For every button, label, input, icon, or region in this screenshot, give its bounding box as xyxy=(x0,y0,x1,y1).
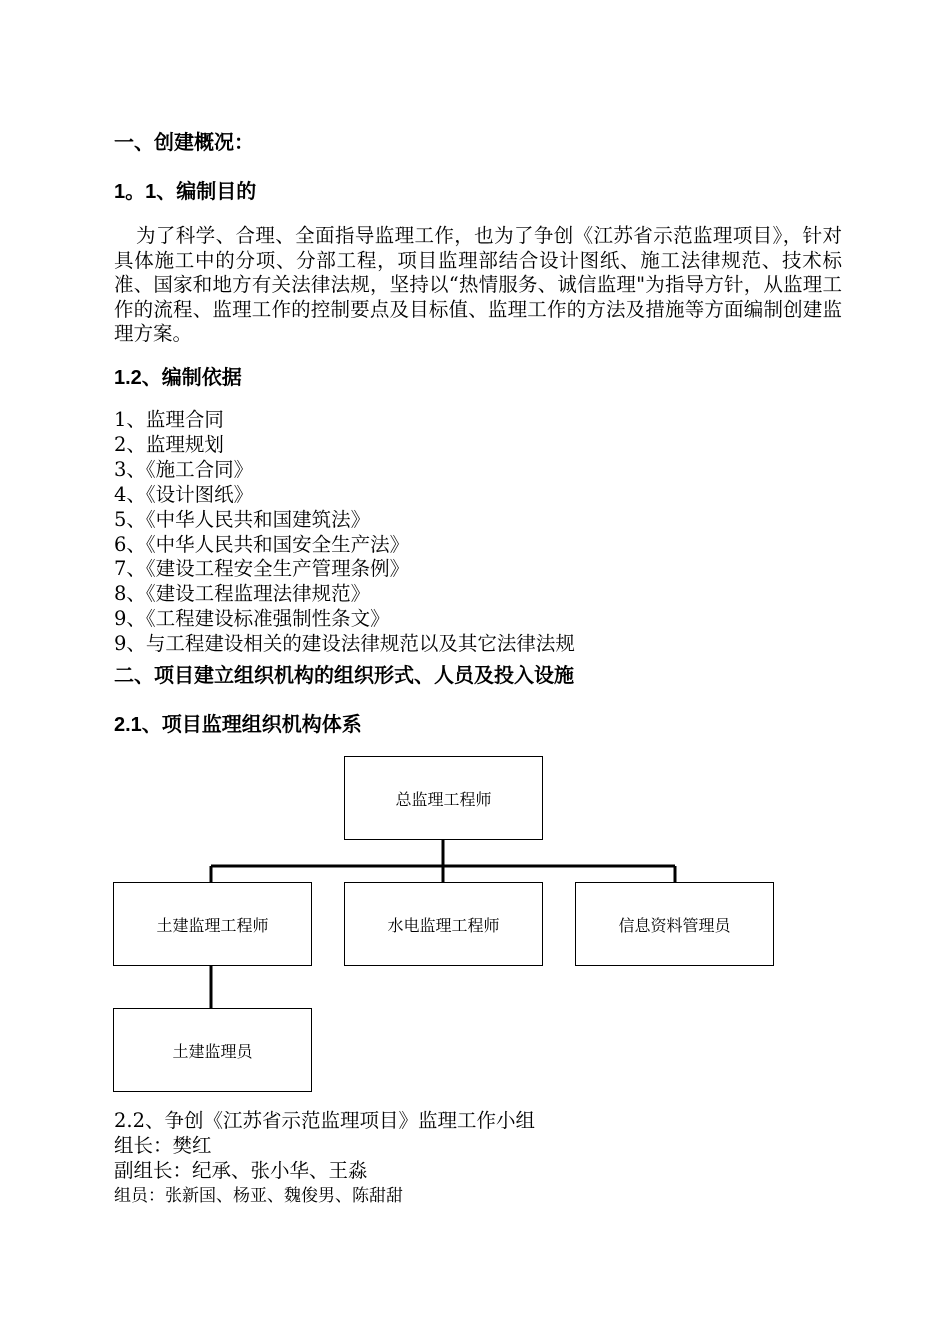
section-2-heading: 二、项目建立组织机构的组织形式、人员及投入设施 xyxy=(114,665,574,687)
org-box-label: 总监理工程师 xyxy=(395,789,492,809)
list-item: 2、监理规划 xyxy=(114,432,224,456)
section-1-1-heading: 1。1、编制目的 xyxy=(114,181,257,203)
org-box-label: 信息资料管理员 xyxy=(618,915,731,935)
section-2-1-heading: 2.1、项目监理组织机构体系 xyxy=(114,714,362,736)
org-box-civil-supervisor xyxy=(113,1008,312,1092)
org-box-chief xyxy=(344,756,543,840)
section-2-2-heading: 2.2、争创《江苏省示范监理项目》监理工作小组 xyxy=(114,1109,536,1132)
list-item: 9、《工程建设标准强制性条文》 xyxy=(114,607,390,631)
list-item: 8、《建设工程监理法律规范》 xyxy=(114,582,371,606)
list-item: 6、《中华人民共和国安全生产法》 xyxy=(114,532,410,556)
org-box-label: 土建监理员 xyxy=(172,1041,253,1061)
org-box-mep-engineer xyxy=(344,882,543,966)
org-box-label: 土建监理工程师 xyxy=(156,915,269,935)
list-item: 5、《中华人民共和国建筑法》 xyxy=(114,507,371,531)
group-members: 组员：张新国、杨亚、魏俊男、陈甜甜 xyxy=(114,1186,403,1206)
list-item: 7、《建设工程安全生产管理条例》 xyxy=(114,557,410,581)
org-box-info-manager xyxy=(575,882,774,966)
group-deputy: 副组长：纪承、张小华、王淼 xyxy=(114,1159,368,1182)
org-box-civil-engineer xyxy=(113,882,312,966)
group-leader: 组长：樊红 xyxy=(114,1134,212,1157)
list-item: 9、与工程建设相关的建设法律规范以及其它法律法规 xyxy=(114,632,575,656)
org-box-label: 水电监理工程师 xyxy=(387,915,500,935)
section-1-2-heading: 1.2、编制依据 xyxy=(114,367,242,389)
basis-list xyxy=(114,408,575,657)
list-item: 4、《设计图纸》 xyxy=(114,482,254,506)
purpose-paragraph: 为了科学、合理、全面指导监理工作，也为了争创《江苏省示范监理项目》，针对具体施工中的分项、分部工程，项目监理部结合设计图纸、施工法律规范、技术标准、国家和地方有关法律法规，坚持以“热情服务、诚信监理"为指导方针，从监理工作的流程、监理工作的控制要点及目标值、监理工作的方法及措施等方面编制创建监理方案。 xyxy=(114,224,842,345)
list-item: 1、监理合同 xyxy=(114,408,224,431)
section-1-heading: 一、创建概况： xyxy=(114,132,254,154)
list-item: 3、《施工合同》 xyxy=(114,457,254,481)
